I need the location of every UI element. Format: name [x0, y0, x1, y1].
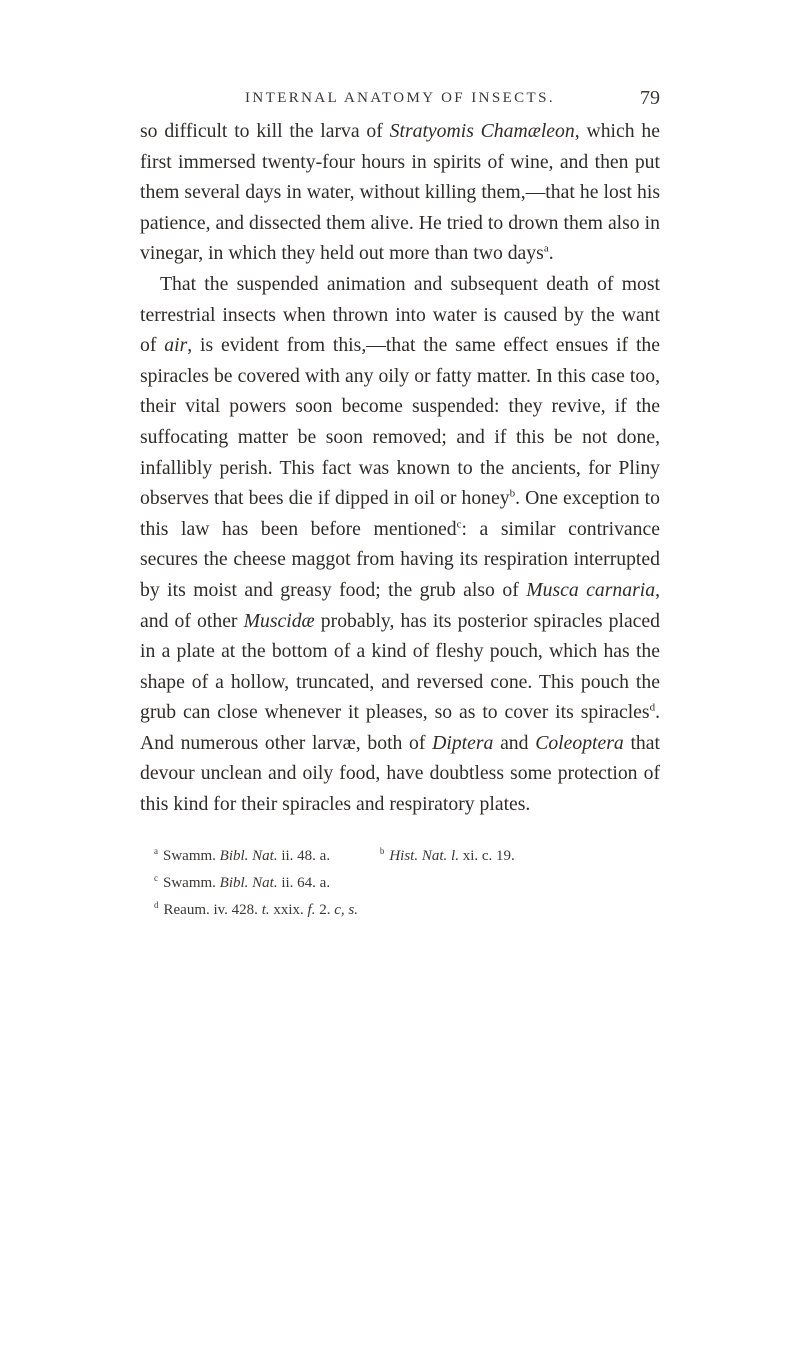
footnote-a: $^a$ Swamm. Bibl. Nat. ii. 48. a.: [154, 845, 331, 864]
taxon-stratyomis: Stratyomis Chamæleon: [389, 120, 575, 142]
footnote-mark: b: [379, 845, 385, 856]
footnote-c: $^c$ Swamm. Bibl. Nat. ii. 64. a.: [154, 872, 331, 891]
page-number: 79: [640, 87, 660, 109]
footnote-ref-a[interactable]: a: [543, 242, 549, 255]
footnote-row: [154, 894, 660, 921]
paragraph-2: That the suspended animation and subsequent death of most terrestrial insects when thrown into water is caused by the want of air, is evident from this,—that the same effect ensues if the spiracles be covered with any oily or fatty matter. In this case too, their vital powers soon become suspended: they revive, if the suffocating matter be soon removed; and if this be not done, infallibly perish. This fact was known to the ancients, for Pliny observes that bees die if dipped in oil or honey$^b$. One exception to this law has been before mentioned$^c$: a similar contrivance secures the cheese maggot from having its respiration interrupted by its moist and greasy food; the grub also of Musca carnaria, and of other Muscidæ probably, has its posterior spiracles placed in a plate at the bottom of a kind of fleshy pouch, which has the shape of a hollow, truncated, and reversed cone. This pouch the grub can close whenever it pleases, so as to cover its spiracles$^d$. And numerous other larvæ, both of Diptera and Coleoptera that devour unclean and oily food, have doubtless some protection of this kind for their spiracles and respiratory plates.: [140, 272, 661, 816]
taxon-muscidae: Muscidæ: [243, 609, 315, 632]
footnote-b: $^b$ Hist. Nat. l. xi. c. 19.: [379, 845, 515, 864]
footnote-ref-b[interactable]: b: [509, 487, 516, 500]
paragraph-1: so difficult to kill the larva of Stratyomis Chamæleon, which he first immersed twenty-four hours in spirits of wine, and then put them several days in water, without killing them,—that he lost his patience, and dissected them alive. He tried to drown them also in vinegar, in which they held out more than two days$^a$.: [140, 120, 660, 265]
body-text: [140, 116, 660, 820]
footnotes: [140, 840, 660, 921]
footnote-mark: a: [154, 845, 158, 856]
footnote-row: [154, 867, 660, 894]
footnote-ref-c[interactable]: c: [456, 518, 462, 531]
taxon-musca-carnaria: Musca carnaria: [526, 578, 656, 601]
running-head: [140, 80, 660, 116]
footnote-row: [154, 840, 660, 867]
taxon-diptera: Diptera: [432, 731, 494, 754]
running-head-title: INTERNAL ANATOMY OF INSECTS.: [245, 90, 555, 106]
footnote-mark: c: [154, 872, 158, 883]
taxon-coleoptera: Coleoptera: [535, 731, 624, 754]
book-page: [140, 80, 660, 921]
footnote-d: $^d$ Reaum. iv. 428. t. xxix. f. 2. c, s.: [154, 899, 358, 918]
emphasis-air: air: [164, 334, 188, 357]
footnote-mark: d: [154, 899, 159, 910]
footnote-ref-d[interactable]: d: [649, 701, 656, 714]
